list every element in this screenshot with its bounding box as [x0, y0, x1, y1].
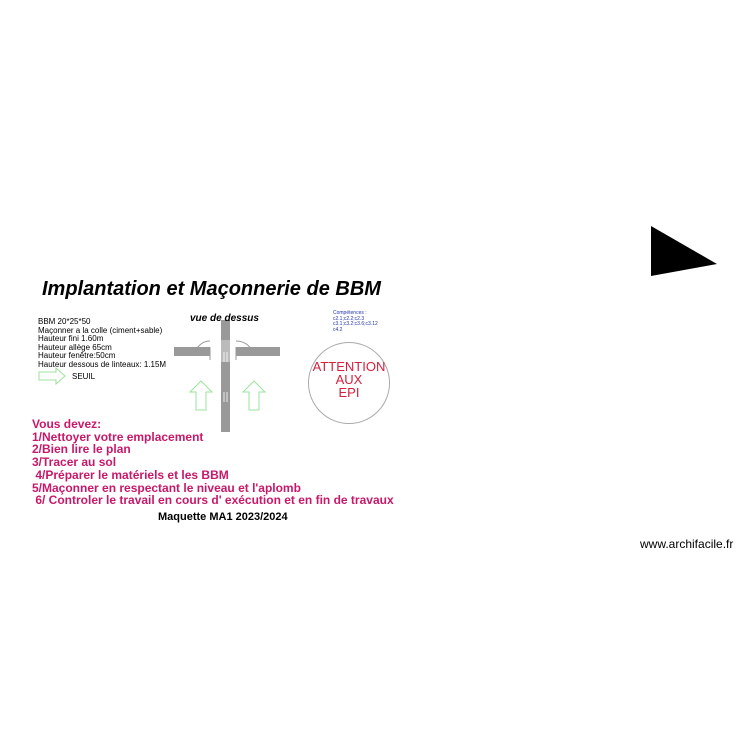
- epi-line: AUX: [335, 372, 363, 387]
- competences-line: c4.2: [333, 326, 343, 333]
- spec-item: Hauteur dessous de linteaux: 1.15M: [38, 359, 167, 369]
- epi-line: EPI: [338, 385, 360, 400]
- instructions-list: [32, 418, 394, 507]
- footer-caption: Maquette MA1 2023/2024: [158, 511, 288, 523]
- triangle-pointer-icon: [651, 226, 717, 276]
- page-title: Implantation et Maçonnerie de BBM: [42, 278, 381, 300]
- spec-item: BBM 20*25*50: [38, 317, 91, 326]
- wall-plan: [174, 320, 280, 432]
- instruction-item: 3/Tracer au sol: [32, 455, 117, 470]
- watermark-text: www.archifacile.fr: [640, 537, 734, 551]
- competences-line: Compétences :: [333, 310, 367, 316]
- arrow-right-icon: [39, 368, 65, 384]
- instruction-item: 1/Nettoyer votre emplacement: [32, 429, 204, 444]
- epi-sign-text: [308, 360, 390, 399]
- competences-line: c2.1;c2.2;c2.3: [333, 315, 365, 322]
- spec-item: Hauteur fenêtre:50cm: [38, 351, 116, 361]
- arrow-up-icon: [243, 381, 265, 410]
- top-view-label: vue de dessus: [190, 313, 259, 324]
- instruction-heading: Vous devez:: [32, 417, 102, 431]
- spec-item: Hauteur allège 65cm: [38, 342, 112, 352]
- competences-note: [333, 311, 378, 333]
- instruction-item: 5/Maçonner en respectant le niveau et l'aplomb: [32, 480, 301, 495]
- wall-horizontal-right: [236, 347, 280, 356]
- wall-center: [221, 340, 230, 362]
- spec-item: Hauteur fini 1.60m: [38, 334, 104, 344]
- instruction-item: 4/Préparer le matériels et les BBM: [32, 467, 229, 482]
- wall-horizontal-left: [174, 347, 210, 356]
- instruction-item: 6/ Controler le travail en cours d' exécution et en fin de travaux: [32, 493, 394, 508]
- epi-line: ATTENTION: [312, 359, 386, 374]
- competences-line: c3.1;c3.2;c3.6;c3.12: [333, 321, 378, 328]
- spec-item: Maçonner a la colle (ciment+sable): [38, 325, 163, 335]
- seuil-label: SEUIL: [72, 372, 96, 381]
- instruction-item: 2/Bien lire le plan: [32, 442, 131, 457]
- arrow-up-icon: [190, 381, 212, 410]
- specs-list: [38, 318, 166, 370]
